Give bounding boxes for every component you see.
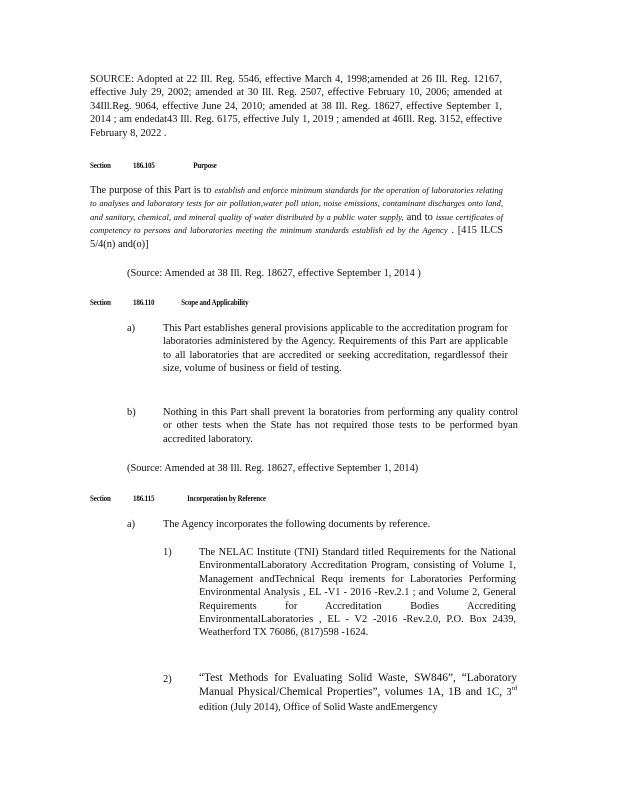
section-heading-186-115 — [90, 492, 266, 505]
purpose-conjunction: and to — [406, 211, 433, 223]
section-title: Incorporation by Reference — [187, 494, 266, 503]
subsection-marker: a) — [127, 323, 136, 334]
subsection-marker: b) — [127, 407, 136, 418]
purpose-lead: The purpose of this Part is to — [90, 185, 212, 196]
edition-number: 3 — [506, 687, 512, 698]
purpose-statutory-text: establish and enforce minimum standards for the operation of laboratories relating to analyses and laboratory tests for air pollution,water poll ution, noise emissions, contaminant discharges onto land, and sanitary, chemical, and mineral quality of water distributed by a public water supply, — [90, 185, 503, 222]
section-heading-186-105 — [90, 159, 217, 172]
subsection-text: The Agency incorporates the following documents by reference. — [163, 519, 431, 530]
section-label: Section — [90, 494, 111, 503]
item-text — [199, 671, 517, 715]
section-number: 186.105 — [133, 161, 155, 170]
section-label: Section — [90, 161, 111, 170]
purpose-paragraph — [90, 184, 503, 251]
section-number: 186.115 — [133, 494, 155, 503]
section-title: Scope and Applicability — [181, 298, 249, 307]
item-text-part: “Test Methods for Evaluating Solid Waste, SW846”, “Laboratory Manual Physical/Chemical Properties”, volumes 1A, 1B and 1C, — [199, 672, 517, 698]
source-note: SOURCE: Adopted at 22 Ill. Reg. 5546, effective March 4, 1998;amended at 26 Ill. Reg. 12167, effective July 29, 2002; amended at 30 Ill. Reg. 2507, effective February 10, 2006; amended at 34Ill.Reg. 9064, effective June 24, 2010; amended at 38 Ill. Reg. 18627, effective September 1, 2014 ; am endedat43 Ill. Reg. 6175, effective July 1, 2019 ; amended at 46Ill. Reg. 3152, effective February 8, 2022 . — [90, 74, 502, 139]
purpose-citation: . [415 ILCS 5/4(n) and(o)] — [90, 225, 504, 250]
item-marker: 2) — [163, 674, 172, 685]
section-label: Section — [90, 298, 111, 307]
section-title: Purpose — [193, 161, 217, 170]
section-source-note: (Source: Amended at 38 Ill. Reg. 18627, effective September 1, 2014) — [127, 463, 419, 474]
subsection-marker: a) — [127, 519, 136, 530]
subsection-text: Nothing in this Part shall prevent la boratories from performing any quality control or other tests when the State has not required those tests to be performed byan accredited laboratory. — [163, 407, 518, 445]
item-text-part: edition (July 2014), Office of Solid Waste andEmergency — [199, 702, 438, 713]
purpose-statutory-text-2: issue certificates of competency to persons and laboratories meeting the minimum standards establish ed by the Agency — [90, 211, 503, 236]
section-source-note: (Source: Amended at 38 Ill. Reg. 18627, effective September 1, 2014 ) — [127, 268, 421, 279]
edition-ordinal-suffix: rd — [511, 685, 517, 693]
item-text: The NELAC Institute (TNI) Standard titled Requirements for the National EnvironmentalLaboratory Accreditation Program, consisting of Volume 1, Management andTechnical Requ irements for Laboratories Performing Environmental Analysis , EL -V1 - 2016 -Rev.2.1 ; and Volume 2, General Requirements for Accreditation Bodies Accrediting EnvironmentalLaboratories , EL - V2 -2016 -Rev.2.0, P.O. Box 2439, Weatherford TX 76086, (817)598 -1624. — [199, 547, 516, 639]
item-marker: 1) — [163, 547, 172, 558]
section-heading-186-110 — [90, 296, 248, 309]
subsection-text: This Part establishes general provisions applicable to the accreditation program for laboratories administered by the Agency. Requirements of this Part are applicable to all laboratories that are accredited or seeking accreditation, regardlessof their size, volume of business or field of testing. — [163, 323, 508, 375]
section-number: 186.110 — [133, 298, 155, 307]
